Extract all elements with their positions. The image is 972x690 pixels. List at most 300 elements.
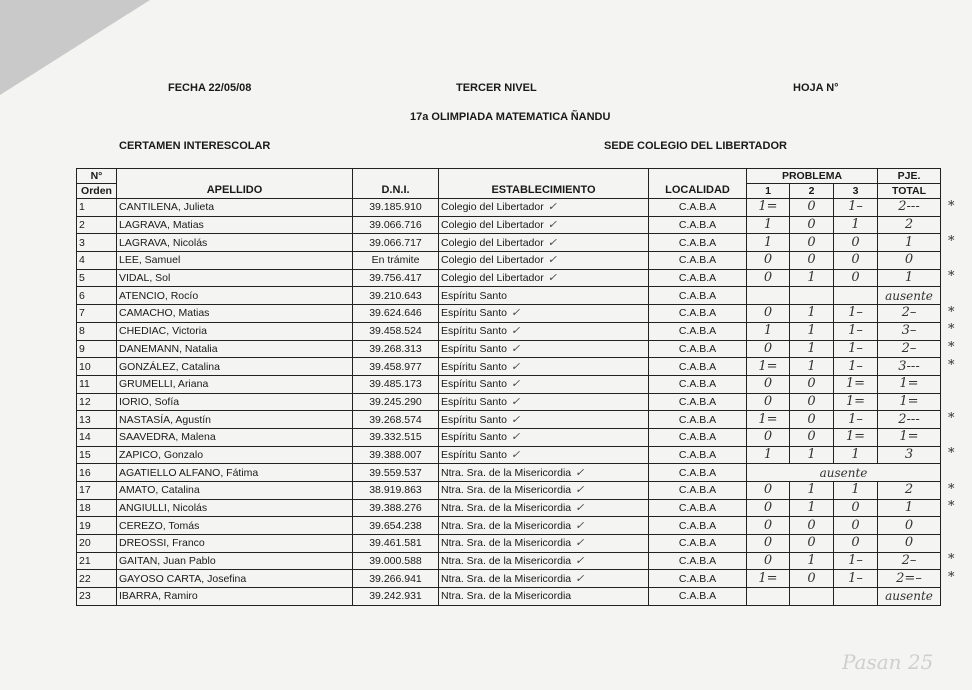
col-p1: 1 [747,184,790,199]
cell-apellido: GAITAN, Juan Pablo [117,552,353,570]
table-row [77,234,941,252]
cell-orden: 10 [77,358,117,376]
star-mark: * [948,552,955,568]
cell-p1: 0 [747,535,790,553]
cell-establecimiento [439,535,649,553]
cell-orden: 14 [77,428,117,446]
star-mark: * [948,569,955,585]
cell-total: 1= [878,428,941,446]
page-mark: Pasan 25 [842,650,934,674]
cell-localidad: C.A.B.A [649,234,747,252]
cell-establecimiento [439,358,649,376]
cell-p2: 1 [790,499,834,517]
star-mark: * [948,304,955,320]
cell-apellido: SAAVEDRA, Malena [117,428,353,446]
cell-p2: 0 [790,252,834,270]
cell-dni: 39.245.290 [353,393,439,411]
col-dni: D.N.I. [353,169,439,199]
table-row [77,411,941,429]
cell-p2: 0 [790,199,834,217]
cell-total: 3‑‑‑ [878,358,941,376]
header-certamen: CERTAMEN INTERESCOLAR [119,140,271,152]
cell-p2: 0 [790,570,834,588]
col-orden-bottom: Orden [77,184,117,199]
col-p2: 2 [790,184,834,199]
check-mark-icon: ✓ [575,483,585,497]
cell-orden: 21 [77,552,117,570]
cell-localidad: C.A.B.A [649,252,747,270]
cell-total: ausente [878,588,941,606]
cell-establecimiento [439,287,649,305]
cell-p2: 1 [790,482,834,500]
cell-apellido: GRUMELLI, Ariana [117,375,353,393]
cell-p2: 0 [790,535,834,553]
cell-dni: 39.485.173 [353,375,439,393]
cell-apellido: DREOSSI, Franco [117,535,353,553]
check-mark-icon: ✓ [547,218,557,232]
cell-p1: 0 [747,482,790,500]
check-mark-icon: ✓ [510,412,521,426]
cell-total: 2‑‑‑ [878,411,941,429]
cell-apellido: CEREZO, Tomás [117,517,353,535]
cell-p2: 1 [790,269,834,287]
establecimiento-text: Espíritu Santo [441,325,507,338]
cell-establecimiento [439,446,649,464]
cell-p1 [747,287,790,305]
cell-apellido: CANTILENA, Julieta [117,199,353,217]
cell-total: 1= [878,375,941,393]
cell-p1 [747,588,790,606]
star-mark: * [948,269,955,285]
cell-p3: 0 [834,252,878,270]
cell-dni: 39.756.417 [353,269,439,287]
cell-orden: 4 [77,252,117,270]
table-row [77,252,941,270]
cell-apellido: LAGRAVA, Matias [117,216,353,234]
cell-p3: 0 [834,499,878,517]
table-row [77,287,941,305]
cell-establecimiento [439,552,649,570]
table-row [77,499,941,517]
establecimiento-text: Ntra. Sra. de la Misericordia [441,537,572,550]
check-mark-icon: ✓ [510,306,521,320]
cell-p3: 1– [834,305,878,323]
cell-orden: 16 [77,464,117,482]
star-mark: * [948,233,955,249]
cell-p3: 1= [834,428,878,446]
cell-p1: 1= [747,570,790,588]
cell-p3: 1 [834,482,878,500]
cell-dni: 39.388.276 [353,499,439,517]
star-mark: * [948,481,955,497]
check-mark-icon: ✓ [575,554,585,568]
cell-establecimiento [439,588,649,606]
cell-total: 2=– [878,570,941,588]
cell-p2: 0 [790,375,834,393]
cell-localidad: C.A.B.A [649,428,747,446]
cell-p3: 1– [834,199,878,217]
cell-dni: 39.268.574 [353,411,439,429]
cell-dni: 39.559.537 [353,464,439,482]
star-mark: * [948,357,955,373]
cell-ausente: ausente [747,464,941,482]
check-mark-icon: ✓ [510,394,521,408]
cell-apellido: LEE, Samuel [117,252,353,270]
cell-total: 1= [878,393,941,411]
check-mark-icon: ✓ [575,571,585,585]
check-mark-icon: ✓ [510,324,521,338]
star-mark: * [948,322,955,338]
cell-orden: 8 [77,322,117,340]
col-problema: PROBLEMA [747,169,878,184]
cell-apellido: AGATIELLO ALFANO, Fátima [117,464,353,482]
establecimiento-text: Espíritu Santo [441,307,507,320]
cell-total: 1 [878,269,941,287]
cell-establecimiento [439,340,649,358]
cell-apellido: ANGIULLI, Nicolás [117,499,353,517]
cell-localidad: C.A.B.A [649,588,747,606]
cell-orden: 1 [77,199,117,217]
cell-dni: 39.210.643 [353,287,439,305]
star-mark: * [948,446,955,462]
cell-dni: 39.461.581 [353,535,439,553]
cell-orden: 20 [77,535,117,553]
cell-dni: 39.654.238 [353,517,439,535]
cell-p3: 1– [834,358,878,376]
table-row [77,535,941,553]
cell-establecimiento [439,322,649,340]
cell-p2 [790,287,834,305]
cell-establecimiento [439,517,649,535]
cell-apellido: CAMACHO, Matias [117,305,353,323]
check-mark-icon: ✓ [510,430,521,444]
table-row [77,393,941,411]
cell-total: 3 [878,446,941,464]
cell-total: 2 [878,216,941,234]
table-row [77,446,941,464]
cell-apellido: VIDAL, Sol [117,269,353,287]
cell-total: 2– [878,552,941,570]
cell-apellido: GONZÁLEZ, Catalina [117,358,353,376]
cell-total: 0 [878,517,941,535]
table-row [77,375,941,393]
cell-total: 0 [878,252,941,270]
establecimiento-text: Ntra. Sra. de la Misericordia [441,502,572,515]
cell-localidad: C.A.B.A [649,199,747,217]
check-mark-icon: ✓ [575,501,585,515]
cell-p2: 1 [790,358,834,376]
cell-establecimiento [439,464,649,482]
cell-dni: 39.185.910 [353,199,439,217]
cell-p3 [834,287,878,305]
establecimiento-text: Espíritu Santo [441,413,507,426]
establecimiento-text: Espíritu Santo [441,342,507,355]
cell-p3: 1– [834,570,878,588]
cell-p3 [834,588,878,606]
folded-corner [0,0,150,95]
cell-p1: 0 [747,252,790,270]
cell-localidad: C.A.B.A [649,482,747,500]
header-nivel: TERCER NIVEL [456,82,537,94]
cell-p2: 1 [790,322,834,340]
cell-dni: 39.332.515 [353,428,439,446]
cell-orden: 6 [77,287,117,305]
establecimiento-text: Colegio del Libertador [441,254,544,267]
cell-apellido: DANEMANN, Natalia [117,340,353,358]
check-mark-icon: ✓ [510,341,521,355]
establecimiento-text: Ntra. Sra. de la Misericordia [441,484,572,497]
cell-localidad: C.A.B.A [649,216,747,234]
cell-apellido: ZAPICO, Gonzalo [117,446,353,464]
cell-p1: 0 [747,269,790,287]
cell-p1: 0 [747,340,790,358]
cell-p3: 0 [834,535,878,553]
check-mark-icon: ✓ [547,235,557,249]
cell-p1: 1= [747,199,790,217]
cell-establecimiento [439,305,649,323]
cell-orden: 23 [77,588,117,606]
cell-orden: 7 [77,305,117,323]
cell-total: 1 [878,499,941,517]
cell-p2: 0 [790,428,834,446]
header-sede: SEDE COLEGIO DEL LIBERTADOR [604,140,787,152]
cell-orden: 11 [77,375,117,393]
table-row [77,322,941,340]
header-fecha: FECHA 22/05/08 [168,82,252,94]
cell-dni: 39.266.941 [353,570,439,588]
cell-dni: 39.000.588 [353,552,439,570]
cell-total: 3– [878,322,941,340]
cell-dni: 39.066.717 [353,234,439,252]
cell-total: ausente [878,287,941,305]
cell-establecimiento [439,199,649,217]
cell-p1: 0 [747,552,790,570]
cell-p3: 1 [834,216,878,234]
cell-localidad: C.A.B.A [649,269,747,287]
cell-apellido: NASTASÍA, Agustín [117,411,353,429]
check-mark-icon: ✓ [510,447,521,461]
cell-p2: 0 [790,411,834,429]
cell-p1: 0 [747,499,790,517]
cell-total: 2 [878,482,941,500]
table-row [77,588,941,606]
cell-apellido: AMATO, Catalina [117,482,353,500]
cell-localidad: C.A.B.A [649,322,747,340]
cell-p2: 1 [790,340,834,358]
cell-dni: 39.066.716 [353,216,439,234]
cell-establecimiento [439,375,649,393]
table-row [77,517,941,535]
establecimiento-text: Colegio del Libertador [441,272,544,285]
cell-establecimiento [439,269,649,287]
table-row [77,305,941,323]
check-mark-icon: ✓ [510,377,521,391]
cell-p3: 1= [834,393,878,411]
table-row [77,358,941,376]
cell-p3: 0 [834,517,878,535]
cell-apellido: GAYOSO CARTA, Josefina [117,570,353,588]
cell-localidad: C.A.B.A [649,305,747,323]
table-row [77,216,941,234]
table-row [77,552,941,570]
cell-p2: 1 [790,446,834,464]
star-mark: * [948,340,955,355]
table-row [77,464,941,482]
col-localidad: LOCALIDAD [649,169,747,199]
cell-total: 1 [878,234,941,252]
cell-establecimiento [439,499,649,517]
cell-localidad: C.A.B.A [649,375,747,393]
col-apellido: APELLIDO [117,169,353,199]
cell-p2: 1 [790,305,834,323]
cell-dni: 39.242.931 [353,588,439,606]
cell-p2: 0 [790,216,834,234]
establecimiento-text: Espíritu Santo [441,378,507,391]
cell-localidad: C.A.B.A [649,499,747,517]
cell-p3: 0 [834,269,878,287]
cell-localidad: C.A.B.A [649,340,747,358]
cell-dni: 39.624.646 [353,305,439,323]
header-olimpiada: 17a OLIMPIADA MATEMATICA ÑANDU [410,111,611,123]
cell-p1: 0 [747,517,790,535]
cell-orden: 12 [77,393,117,411]
cell-p1: 1 [747,216,790,234]
cell-p3: 1– [834,322,878,340]
cell-total: 2– [878,340,941,358]
cell-orden: 22 [77,570,117,588]
establecimiento-text: Ntra. Sra. de la Misericordia [441,519,572,532]
establecimiento-text: Espíritu Santo [441,289,507,302]
check-mark-icon: ✓ [547,200,557,214]
cell-orden: 17 [77,482,117,500]
check-mark-icon: ✓ [575,465,585,479]
cell-p2: 0 [790,517,834,535]
cell-p1: 1= [747,358,790,376]
cell-localidad: C.A.B.A [649,570,747,588]
cell-dni: 38.919.863 [353,482,439,500]
cell-orden: 19 [77,517,117,535]
star-mark: * [948,410,955,426]
check-mark-icon: ✓ [510,359,521,373]
cell-establecimiento [439,411,649,429]
cell-p3: 1= [834,375,878,393]
establecimiento-text: Espíritu Santo [441,431,507,444]
cell-p2: 0 [790,234,834,252]
cell-p3: 1– [834,340,878,358]
cell-orden: 9 [77,340,117,358]
table-row [77,199,941,217]
cell-establecimiento [439,216,649,234]
check-mark-icon: ✓ [575,536,585,550]
cell-establecimiento [439,393,649,411]
cell-p2: 1 [790,552,834,570]
table-row [77,340,941,358]
cell-p1: 0 [747,428,790,446]
cell-establecimiento [439,428,649,446]
establecimiento-text: Colegio del Libertador [441,219,544,232]
establecimiento-text: Colegio del Libertador [441,236,544,249]
col-orden-top: N° [77,169,117,184]
table-row [77,570,941,588]
cell-localidad: C.A.B.A [649,393,747,411]
cell-apellido: IORIO, Sofía [117,393,353,411]
cell-localidad: C.A.B.A [649,517,747,535]
establecimiento-text: Ntra. Sra. de la Misericordia [441,466,572,479]
table-row [77,428,941,446]
cell-dni: En trámite [353,252,439,270]
cell-establecimiento [439,482,649,500]
cell-p1: 1 [747,322,790,340]
col-p3: 3 [834,184,878,199]
cell-p1: 0 [747,305,790,323]
cell-localidad: C.A.B.A [649,535,747,553]
cell-p3: 1– [834,552,878,570]
cell-orden: 15 [77,446,117,464]
establecimiento-text: Espíritu Santo [441,360,507,373]
cell-establecimiento [439,234,649,252]
cell-p1: 1 [747,234,790,252]
col-pje-bottom: TOTAL [878,184,941,199]
cell-orden: 5 [77,269,117,287]
check-mark-icon: ✓ [547,271,557,285]
establecimiento-text: Espíritu Santo [441,395,507,408]
establecimiento-text: Colegio del Libertador [441,201,544,214]
establecimiento-text: Espíritu Santo [441,448,507,461]
cell-orden: 2 [77,216,117,234]
check-mark-icon: ✓ [547,253,557,267]
cell-total: 2– [878,305,941,323]
establecimiento-text: Ntra. Sra. de la Misericordia [441,590,572,603]
cell-orden: 18 [77,499,117,517]
establecimiento-text: Ntra. Sra. de la Misericordia [441,555,572,568]
cell-p1: 1 [747,446,790,464]
cell-localidad: C.A.B.A [649,287,747,305]
cell-p3: 1 [834,446,878,464]
col-pje-top: PJE. [878,169,941,184]
table-row [77,482,941,500]
cell-p3: 1– [834,411,878,429]
cell-establecimiento [439,570,649,588]
results-table [76,168,941,606]
cell-apellido: LAGRAVA, Nicolás [117,234,353,252]
cell-total: 2‑‑‑ [878,199,941,217]
star-mark: * [948,499,955,515]
cell-p2: 0 [790,393,834,411]
cell-localidad: C.A.B.A [649,446,747,464]
cell-total: 0 [878,535,941,553]
cell-p1: 0 [747,375,790,393]
cell-localidad: C.A.B.A [649,411,747,429]
cell-orden: 3 [77,234,117,252]
col-establecimiento: ESTABLECIMIENTO [439,169,649,199]
results-body [77,199,941,606]
cell-p3: 0 [834,234,878,252]
cell-localidad: C.A.B.A [649,358,747,376]
header-hoja: HOJA N° [793,82,839,94]
cell-establecimiento [439,252,649,270]
cell-dni: 39.268.313 [353,340,439,358]
cell-dni: 39.388.007 [353,446,439,464]
cell-apellido: IBARRA, Ramiro [117,588,353,606]
table-row [77,269,941,287]
cell-localidad: C.A.B.A [649,464,747,482]
cell-p1: 1= [747,411,790,429]
cell-p1: 0 [747,393,790,411]
cell-orden: 13 [77,411,117,429]
establecimiento-text: Ntra. Sra. de la Misericordia [441,572,572,585]
star-mark: * [948,198,955,214]
cell-localidad: C.A.B.A [649,552,747,570]
